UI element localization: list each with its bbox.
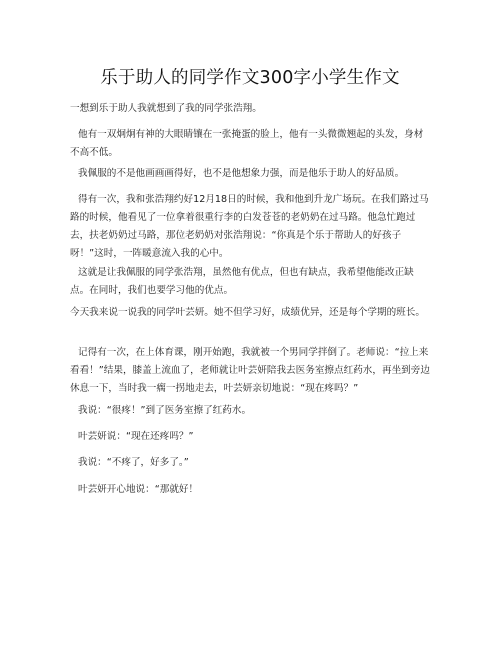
paragraph-story-pe-class: 记得有一次，在上体育课，刚开始跑，我就被一个男同学拌倒了。老师说：“拉上来看看！”结果，膝盖上流血了，老师就让叶芸妍陪我去医务室擦点红药水，再坐到旁边休息一下，当时我一瘸一拐地走去，叶芸妍亲切地说：“现在疼吗？” — [70, 347, 430, 394]
paragraph-story-grandma: 得有一次，我和张浩翔约好12月18日的时候，我和他到升龙广场玩。在我们路过马路的时候，他看见了一位拿着很重行李的白发苍苍的老奶奶在过马路。他急忙跑过去，扶老奶奶过马路，那位老奶奶对张浩翔说：“你真是个乐于帮助人的好孩子呀！”这时，一阵暖意流入我的心中。 — [70, 194, 429, 259]
paragraph-dialogue-4: 叶芸妍开心地说：“那就好！ — [78, 484, 199, 495]
paragraph-intro: 一想到乐于助人我就想到了我的同学张浩翔。 — [70, 103, 262, 114]
paragraph-dialogue-1: 我说：“很疼！”到了医务室擦了红药水。 — [78, 405, 252, 416]
paragraph-classmate-intro: 今天我来说一说我的同学叶芸妍。她不但学习好，成绩优异，还是每个学期的班长。 — [70, 307, 425, 318]
paragraph-conclusion: 这就是让我佩服的同学张浩翔，虽然他有优点，但也有缺点，我希望他能改正缺点。在同时，我们也要学习他的优点。 — [70, 267, 414, 296]
paragraph-dialogue-2: 叶芸妍说：“现在还疼吗？” — [78, 431, 194, 442]
paragraph-appearance: 他有一双炯炯有神的大眼睛镶在一张掩蛋的脸上，他有一头微微翘起的头发，身材不高不低。 — [70, 129, 424, 158]
document-title: 乐于助人的同学作文300字小学生作文 — [100, 68, 400, 88]
paragraph-admiration: 我佩服的不是他画画画得好，也不是他想象力强，而是他乐于助人的好品质。 — [78, 168, 405, 179]
paragraph-dialogue-3: 我说：“不疼了，好多了。” — [78, 457, 189, 468]
